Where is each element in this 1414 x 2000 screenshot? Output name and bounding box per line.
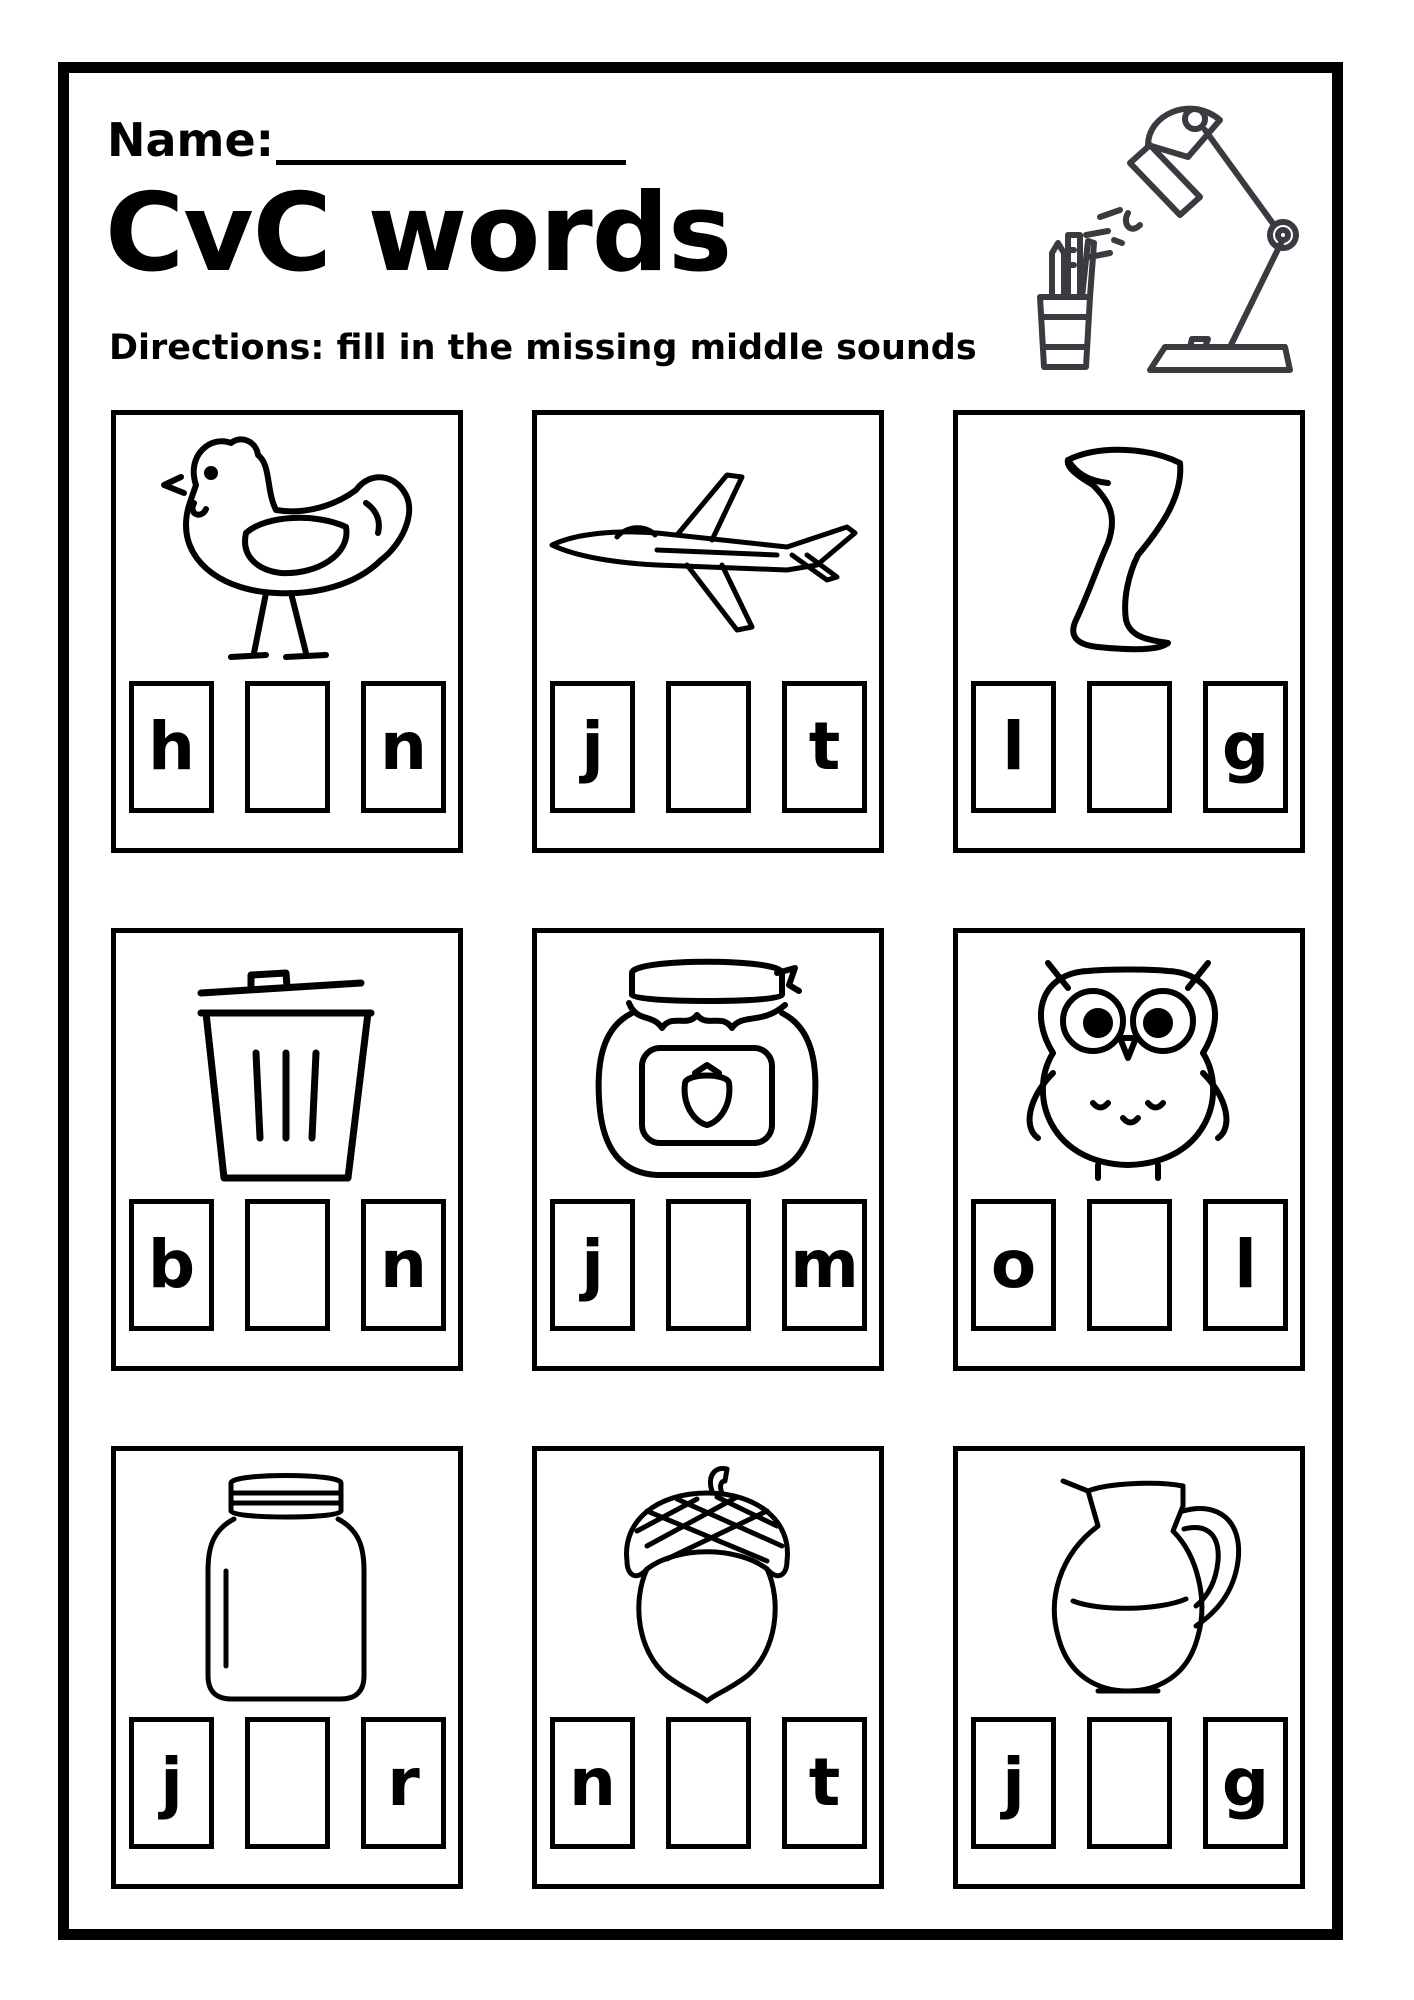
word-card-2 [532, 410, 884, 853]
middle-letter-blank[interactable] [1087, 681, 1172, 813]
name-label: Name: [107, 113, 275, 167]
middle-letter-blank[interactable] [666, 1717, 751, 1849]
middle-letter-blank[interactable] [666, 681, 751, 813]
first-letter-box: n [550, 1717, 635, 1849]
jam-jar-icon [537, 933, 879, 1195]
first-letter-box: j [129, 1717, 214, 1849]
trash-bin-icon [116, 933, 458, 1195]
page-title: CvC words [105, 171, 732, 296]
word-card-6 [953, 928, 1305, 1371]
first-letter-box: j [550, 1199, 635, 1331]
last-letter-box: m [782, 1199, 867, 1331]
word-card-1 [111, 410, 463, 853]
middle-letter-blank[interactable] [245, 1199, 330, 1331]
last-letter-box: l [1203, 1199, 1288, 1331]
word-card-3 [953, 410, 1305, 853]
middle-letter-blank[interactable] [1087, 1199, 1172, 1331]
word-card-9 [953, 1446, 1305, 1889]
glass-jar-icon [116, 1451, 458, 1713]
name-input-line[interactable] [276, 160, 626, 165]
first-letter-box: o [971, 1199, 1056, 1331]
hen-icon [116, 415, 458, 677]
last-letter-box: n [361, 1199, 446, 1331]
directions-text: Directions: fill in the missing middle sounds [109, 328, 977, 368]
desk-decoration [1030, 85, 1310, 389]
word-card-5 [532, 928, 884, 1371]
acorn-nut-icon [537, 1451, 879, 1713]
middle-letter-blank[interactable] [666, 1199, 751, 1331]
word-card-4 [111, 928, 463, 1371]
jug-icon [958, 1451, 1300, 1713]
first-letter-box: j [550, 681, 635, 813]
word-card-7 [111, 1446, 463, 1889]
middle-letter-blank[interactable] [245, 1717, 330, 1849]
last-letter-box: t [782, 681, 867, 813]
last-letter-box: g [1203, 681, 1288, 813]
jet-icon [537, 415, 879, 677]
first-letter-box: b [129, 1199, 214, 1331]
middle-letter-blank[interactable] [1087, 1717, 1172, 1849]
last-letter-box: t [782, 1717, 867, 1849]
first-letter-box: h [129, 681, 214, 813]
desk-lamp-icon [1086, 109, 1296, 370]
word-card-8 [532, 1446, 884, 1889]
pencil-cup-icon [1040, 235, 1094, 367]
middle-letter-blank[interactable] [245, 681, 330, 813]
leg-icon [958, 415, 1300, 677]
last-letter-box: n [361, 681, 446, 813]
first-letter-box: j [971, 1717, 1056, 1849]
last-letter-box: g [1203, 1717, 1288, 1849]
owl-icon [958, 933, 1300, 1195]
first-letter-box: l [971, 681, 1056, 813]
last-letter-box: r [361, 1717, 446, 1849]
